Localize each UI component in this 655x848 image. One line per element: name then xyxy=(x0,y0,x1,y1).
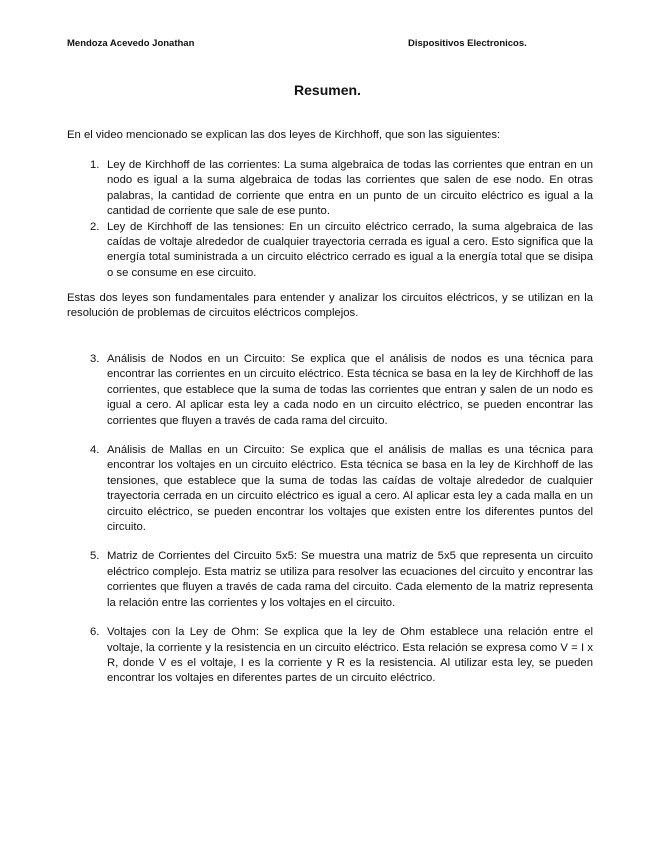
list-item-law-1 xyxy=(90,158,593,220)
list-item-topic-5 xyxy=(90,549,593,611)
laws-list xyxy=(90,158,593,281)
list-item-text: Voltajes con la Ley de Ohm: Se explica que la ley de Ohm establece una relación entre el voltaje, la corriente y la resistencia en un circuito eléctrico. Esta relación se expresa como V = I x R, donde V es el voltaje, I es la corriente y R es la resistencia. Al utilizar esta ley, se pueden encontrar los voltajes en diferentes partes de un circuito eléctrico. xyxy=(107,626,593,685)
intro-paragraph: En el video mencionado se explican las dos leyes de Kirchhoff, que son las siguientes: xyxy=(67,129,501,141)
list-item-topic-4 xyxy=(90,443,593,535)
list-item-text: Ley de Kirchhoff de las corrientes: La suma algebraica de todas las corrientes que entran en un nodo es igual a la suma algebraica de todas las corrientes que salen de ese nodo. En otras palabras, la cantidad de corriente que entra en un punto de un circuito eléctrico es igual a la cantidad de corriente que sale de ese punto. xyxy=(107,159,593,218)
list-number: 2. xyxy=(90,220,100,233)
topics-list xyxy=(90,352,593,701)
conclusion-paragraph: Estas dos leyes son fundamentales para entender y analizar los circuitos eléctricos, y se utilizan en la resolución de problemas de circuitos eléctricos complejos. xyxy=(67,292,593,320)
list-item-text: Ley de Kirchhoff de las tensiones: En un circuito eléctrico cerrado, la suma algebraica de las caídas de voltaje alrededor de cualquier trayectoria cerrada es igual a cero. Esto significa que la energía total suministrada a un circuito eléctrico cerrado es igual a la energía total que se disipa o se consume en ese circuito. xyxy=(107,220,593,279)
header-author: Mendoza Acevedo Jonathan xyxy=(67,38,195,49)
list-item-topic-3 xyxy=(90,352,593,429)
list-number: 5. xyxy=(90,550,100,563)
list-item-text: Matriz de Corrientes del Circuito 5x5: Se muestra una matriz de 5x5 que representa un circuito eléctrico complejo. Esta matriz se utiliza para resolver las ecuaciones del circuito y encontrar las corrientes que fluyen a través de cada rama del circuito. Cada elemento de la matriz representa la relación entre las corrientes y los voltajes en el circuito. xyxy=(107,550,593,609)
page-title: Resumen. xyxy=(294,82,361,98)
header-course: Dispositivos Electronicos. xyxy=(408,38,527,49)
list-number: 3. xyxy=(90,353,100,365)
list-number: 1. xyxy=(90,159,100,171)
list-item-law-2 xyxy=(90,220,593,282)
list-number: 6. xyxy=(90,626,100,639)
list-number: 4. xyxy=(90,444,100,457)
list-item-topic-6 xyxy=(90,625,593,687)
list-item-text: Análisis de Mallas en un Circuito: Se explica que el análisis de mallas es una técnica para encontrar los voltajes en un circuito eléctrico. Esta técnica se basa en la ley de Kirchhoff de las tensiones, que establece que la suma de todas las caídas de voltaje alrededor de cualquier trayectoria cerrada en un circuito eléctrico es igual a cero. Al aplicar esta ley a cada malla en un circuito eléctrico, se pueden encontrar los voltajes que existen entre los diferentes puntos del circuito. xyxy=(107,444,593,534)
list-item-text: Análisis de Nodos en un Circuito: Se explica que el análisis de nodos es una técnica para encontrar las corrientes en un circuito eléctrico. Esta técnica se basa en la ley de Kirchhoff de las corrientes, que establece que la suma de todas las corrientes que entran y salen de un nodo es igual a cero. Al aplicar esta ley a cada nodo en un circuito eléctrico, se pueden encontrar las corrientes que fluyen a través de cada rama del circuito. xyxy=(107,353,593,427)
